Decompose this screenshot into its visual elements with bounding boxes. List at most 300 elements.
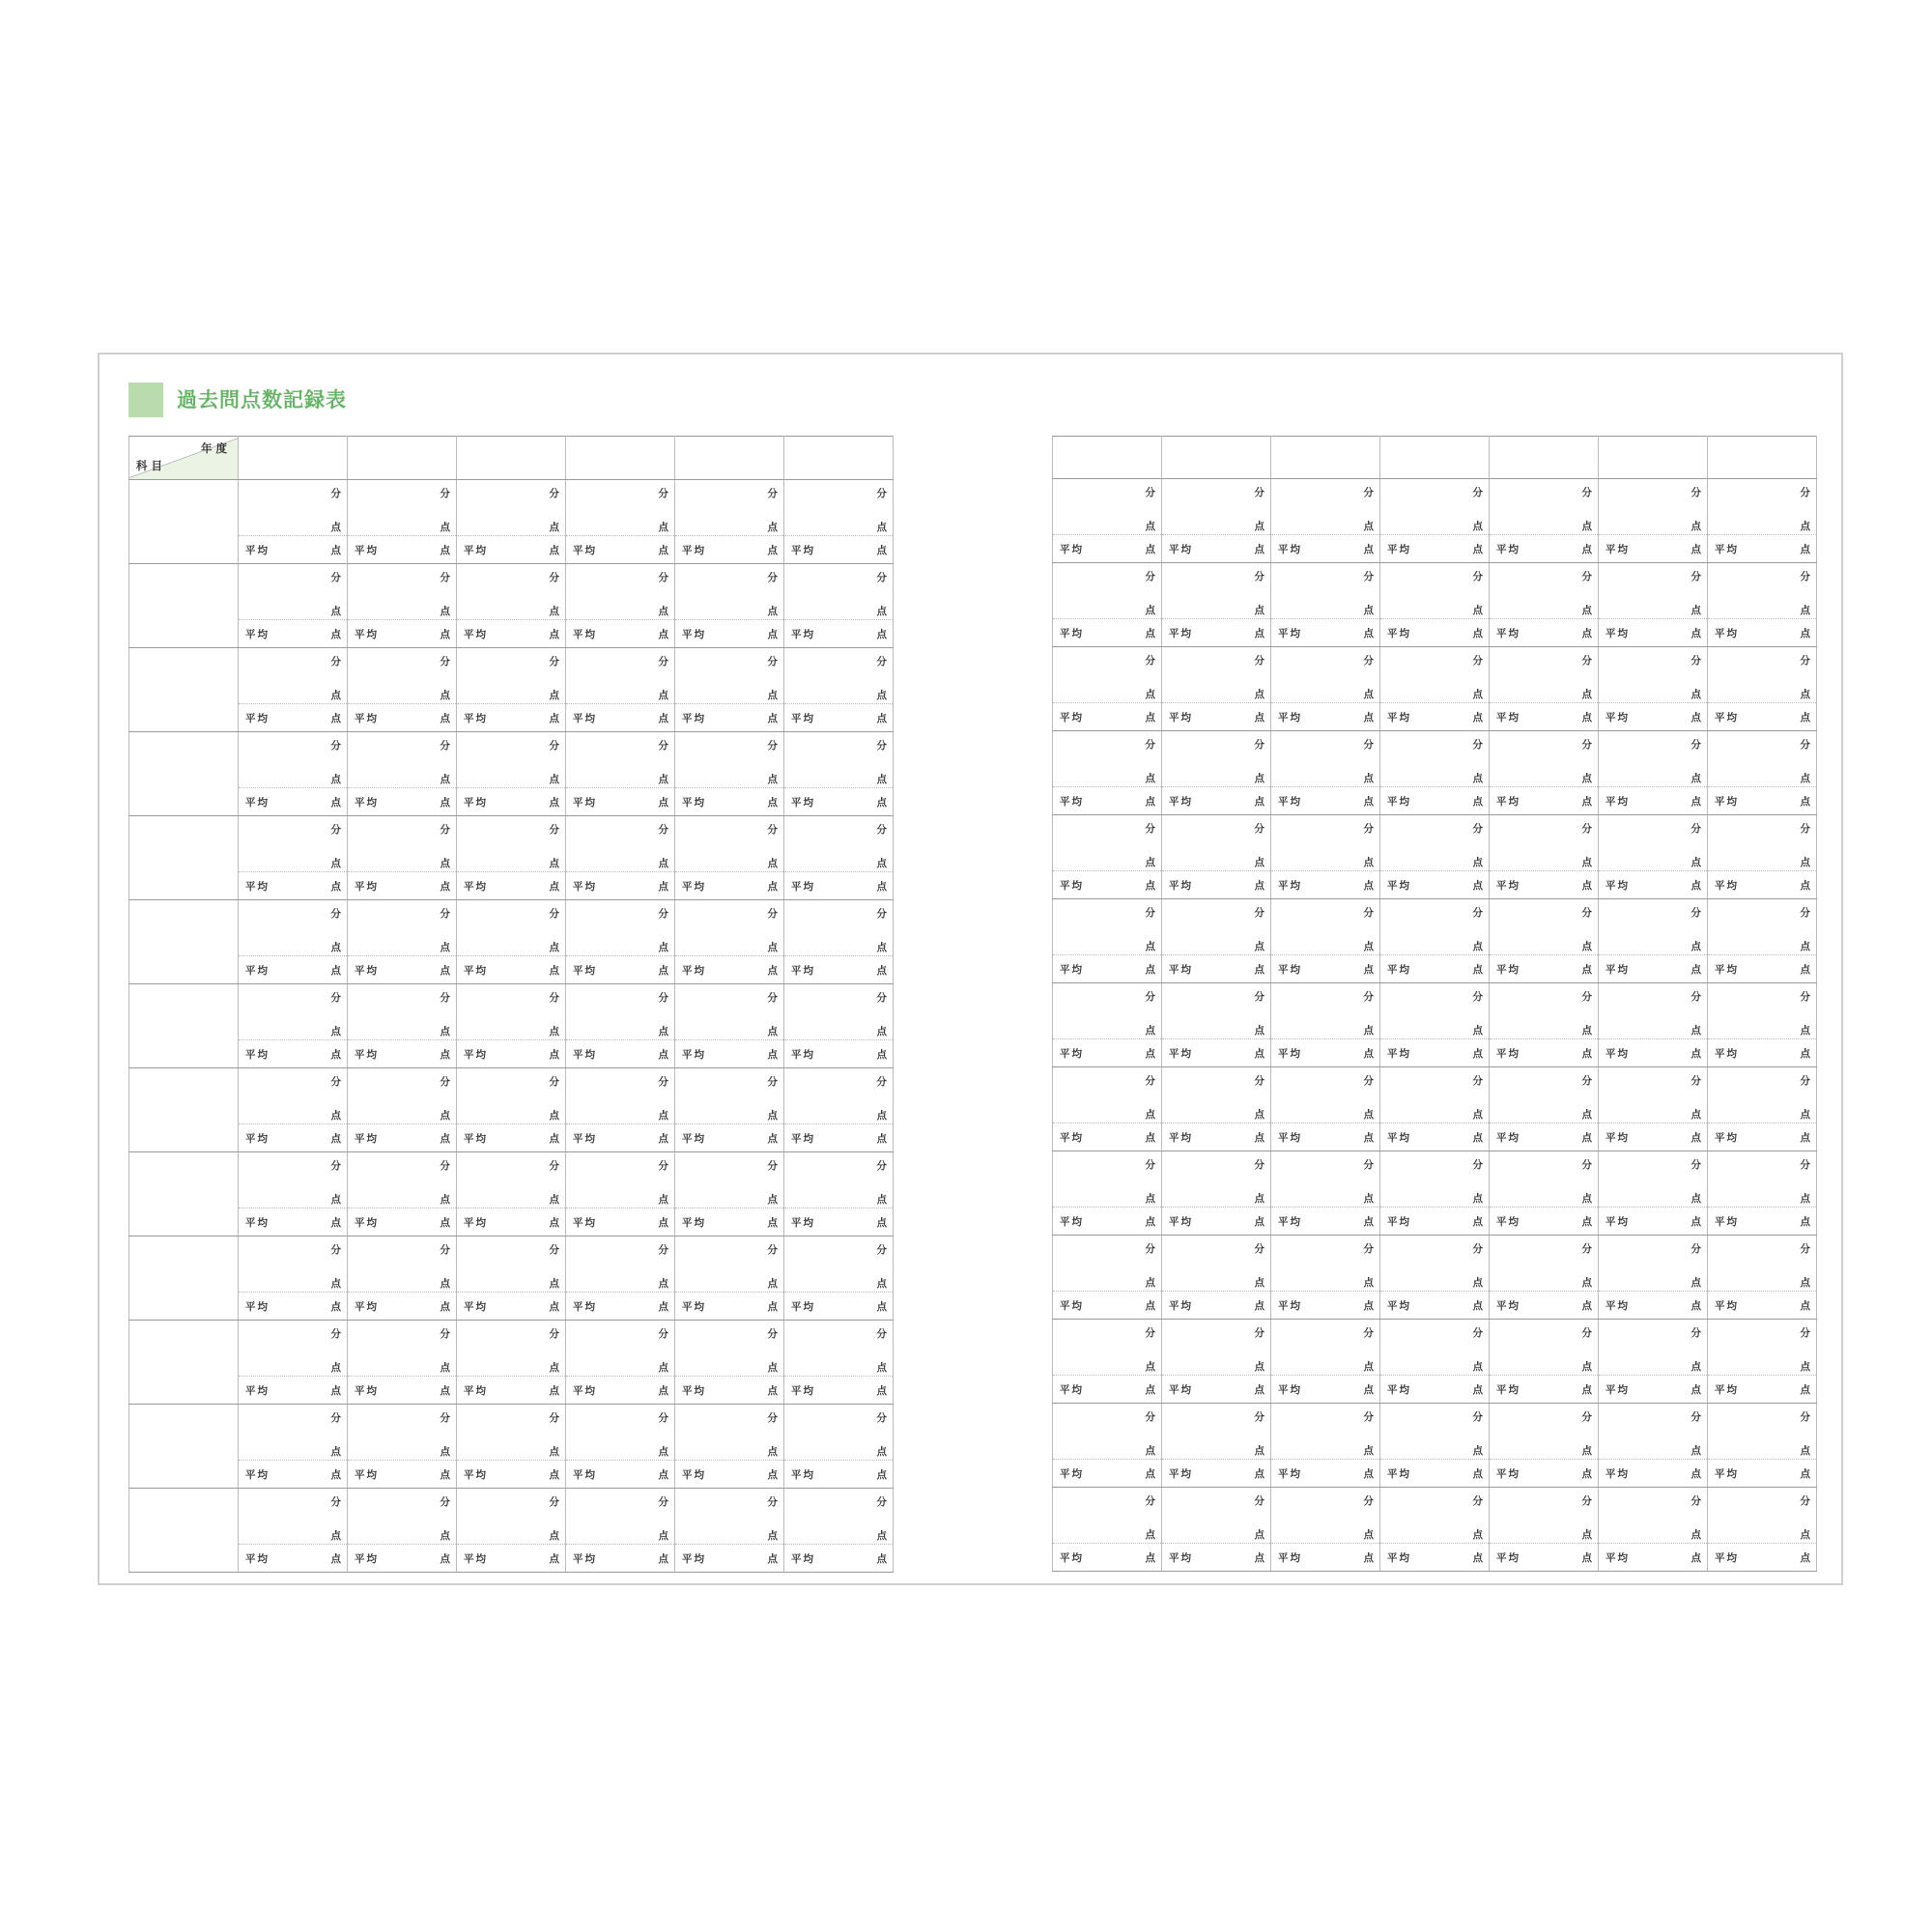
year-input-cell[interactable] [457, 437, 566, 480]
average-cell[interactable] [1490, 1376, 1599, 1404]
score-cell[interactable] [1380, 1151, 1490, 1208]
average-cell[interactable] [1708, 1544, 1817, 1572]
average-cell[interactable] [1053, 703, 1162, 731]
score-cell[interactable] [1053, 1488, 1162, 1544]
score-cell[interactable] [566, 480, 675, 536]
year-input-cell[interactable] [784, 437, 894, 480]
score-cell[interactable] [1380, 983, 1490, 1039]
score-cell[interactable] [566, 984, 675, 1040]
score-cell[interactable] [1271, 899, 1380, 955]
score-cell[interactable] [1490, 899, 1599, 955]
score-cell[interactable] [675, 732, 784, 788]
score-cell[interactable] [1271, 647, 1380, 703]
average-cell[interactable] [1162, 871, 1271, 899]
average-cell[interactable] [1053, 1123, 1162, 1151]
average-cell[interactable] [1380, 1039, 1490, 1067]
average-cell[interactable] [784, 536, 894, 564]
average-cell[interactable] [1708, 1039, 1817, 1067]
average-cell[interactable] [566, 1545, 675, 1573]
average-cell[interactable] [1271, 1123, 1380, 1151]
score-cell[interactable] [675, 984, 784, 1040]
score-cell[interactable] [1708, 647, 1817, 703]
average-cell[interactable] [239, 1461, 348, 1489]
year-input-cell[interactable] [675, 437, 784, 480]
average-cell[interactable] [1380, 1292, 1490, 1320]
average-cell[interactable] [566, 1040, 675, 1068]
year-input-cell[interactable] [1271, 437, 1380, 479]
average-cell[interactable] [1380, 703, 1490, 731]
average-cell[interactable] [675, 1545, 784, 1573]
average-cell[interactable] [1599, 787, 1708, 815]
average-cell[interactable] [348, 704, 457, 732]
average-cell[interactable] [1708, 1460, 1817, 1488]
score-cell[interactable] [1490, 1488, 1599, 1544]
score-cell[interactable] [784, 564, 894, 620]
score-cell[interactable] [1708, 983, 1817, 1039]
score-cell[interactable] [1162, 899, 1271, 955]
score-cell[interactable] [675, 1236, 784, 1293]
score-cell[interactable] [1162, 479, 1271, 535]
score-cell[interactable] [566, 732, 675, 788]
average-cell[interactable] [1271, 871, 1380, 899]
score-cell[interactable] [566, 1405, 675, 1461]
score-cell[interactable] [1053, 647, 1162, 703]
average-cell[interactable] [1490, 535, 1599, 563]
average-cell[interactable] [1380, 619, 1490, 647]
subject-input-cell[interactable] [129, 1489, 239, 1573]
score-cell[interactable] [784, 1236, 894, 1293]
score-cell[interactable] [239, 732, 348, 788]
year-input-cell[interactable] [1599, 437, 1708, 479]
average-cell[interactable] [675, 1124, 784, 1152]
average-cell[interactable] [675, 1461, 784, 1489]
score-cell[interactable] [1271, 479, 1380, 535]
average-cell[interactable] [784, 1377, 894, 1405]
subject-input-cell[interactable] [129, 1152, 239, 1236]
score-cell[interactable] [1053, 563, 1162, 619]
average-cell[interactable] [1162, 955, 1271, 983]
average-cell[interactable] [1162, 535, 1271, 563]
score-cell[interactable] [1490, 731, 1599, 787]
score-cell[interactable] [784, 1405, 894, 1461]
average-cell[interactable] [1490, 1544, 1599, 1572]
score-cell[interactable] [1271, 731, 1380, 787]
average-cell[interactable] [239, 1208, 348, 1236]
average-cell[interactable] [1053, 955, 1162, 983]
score-cell[interactable] [1490, 1151, 1599, 1208]
average-cell[interactable] [566, 620, 675, 648]
average-cell[interactable] [348, 1124, 457, 1152]
score-cell[interactable] [675, 816, 784, 872]
score-cell[interactable] [784, 1489, 894, 1545]
average-cell[interactable] [1162, 1376, 1271, 1404]
average-cell[interactable] [1271, 703, 1380, 731]
average-cell[interactable] [239, 1293, 348, 1321]
score-cell[interactable] [1162, 1488, 1271, 1544]
score-cell[interactable] [1162, 1067, 1271, 1123]
score-cell[interactable] [1271, 983, 1380, 1039]
average-cell[interactable] [566, 536, 675, 564]
score-cell[interactable] [239, 1068, 348, 1124]
average-cell[interactable] [1599, 619, 1708, 647]
year-input-cell[interactable] [1162, 437, 1271, 479]
score-cell[interactable] [784, 816, 894, 872]
score-cell[interactable] [675, 480, 784, 536]
average-cell[interactable] [784, 788, 894, 816]
score-cell[interactable] [348, 1321, 457, 1377]
average-cell[interactable] [1599, 1039, 1708, 1067]
average-cell[interactable] [784, 1545, 894, 1573]
average-cell[interactable] [239, 620, 348, 648]
score-cell[interactable] [1708, 899, 1817, 955]
score-cell[interactable] [1053, 899, 1162, 955]
average-cell[interactable] [1599, 703, 1708, 731]
average-cell[interactable] [1490, 619, 1599, 647]
score-cell[interactable] [239, 1405, 348, 1461]
score-cell[interactable] [675, 648, 784, 704]
average-cell[interactable] [784, 1040, 894, 1068]
average-cell[interactable] [1599, 1460, 1708, 1488]
average-cell[interactable] [457, 1208, 566, 1236]
subject-input-cell[interactable] [129, 480, 239, 564]
average-cell[interactable] [1599, 1544, 1708, 1572]
score-cell[interactable] [1490, 815, 1599, 871]
average-cell[interactable] [784, 620, 894, 648]
score-cell[interactable] [239, 1321, 348, 1377]
average-cell[interactable] [1271, 1376, 1380, 1404]
average-cell[interactable] [675, 956, 784, 984]
score-cell[interactable] [566, 648, 675, 704]
average-cell[interactable] [1271, 1544, 1380, 1572]
average-cell[interactable] [1490, 871, 1599, 899]
average-cell[interactable] [457, 956, 566, 984]
score-cell[interactable] [1490, 1320, 1599, 1376]
score-cell[interactable] [1708, 479, 1817, 535]
average-cell[interactable] [1053, 535, 1162, 563]
average-cell[interactable] [348, 1545, 457, 1573]
average-cell[interactable] [1708, 619, 1817, 647]
average-cell[interactable] [457, 536, 566, 564]
average-cell[interactable] [675, 1377, 784, 1405]
average-cell[interactable] [784, 956, 894, 984]
score-cell[interactable] [348, 648, 457, 704]
score-cell[interactable] [1271, 1488, 1380, 1544]
score-cell[interactable] [457, 1068, 566, 1124]
subject-input-cell[interactable] [129, 1068, 239, 1152]
score-cell[interactable] [1380, 815, 1490, 871]
average-cell[interactable] [1162, 787, 1271, 815]
average-cell[interactable] [1271, 1460, 1380, 1488]
average-cell[interactable] [1053, 1039, 1162, 1067]
score-cell[interactable] [348, 1489, 457, 1545]
average-cell[interactable] [1380, 787, 1490, 815]
year-input-cell[interactable] [1708, 437, 1817, 479]
score-cell[interactable] [1599, 647, 1708, 703]
score-cell[interactable] [1053, 479, 1162, 535]
score-cell[interactable] [1708, 1151, 1817, 1208]
score-cell[interactable] [1708, 563, 1817, 619]
score-cell[interactable] [1599, 731, 1708, 787]
average-cell[interactable] [1053, 1460, 1162, 1488]
average-cell[interactable] [1599, 1376, 1708, 1404]
average-cell[interactable] [1708, 535, 1817, 563]
score-cell[interactable] [1162, 815, 1271, 871]
score-cell[interactable] [1380, 1404, 1490, 1460]
score-cell[interactable] [348, 1236, 457, 1293]
average-cell[interactable] [457, 872, 566, 900]
score-cell[interactable] [784, 480, 894, 536]
score-cell[interactable] [784, 1068, 894, 1124]
average-cell[interactable] [675, 536, 784, 564]
average-cell[interactable] [1599, 955, 1708, 983]
average-cell[interactable] [1599, 1123, 1708, 1151]
average-cell[interactable] [348, 788, 457, 816]
average-cell[interactable] [1708, 955, 1817, 983]
average-cell[interactable] [675, 872, 784, 900]
score-cell[interactable] [1380, 899, 1490, 955]
score-cell[interactable] [1053, 815, 1162, 871]
score-cell[interactable] [1599, 983, 1708, 1039]
score-cell[interactable] [457, 1236, 566, 1293]
score-cell[interactable] [1599, 1236, 1708, 1292]
average-cell[interactable] [239, 536, 348, 564]
subject-input-cell[interactable] [129, 564, 239, 648]
average-cell[interactable] [348, 620, 457, 648]
average-cell[interactable] [457, 788, 566, 816]
average-cell[interactable] [239, 956, 348, 984]
score-cell[interactable] [1708, 731, 1817, 787]
average-cell[interactable] [1053, 1292, 1162, 1320]
year-input-cell[interactable] [1053, 437, 1162, 479]
average-cell[interactable] [1380, 1208, 1490, 1236]
score-cell[interactable] [1271, 563, 1380, 619]
score-cell[interactable] [457, 900, 566, 956]
average-cell[interactable] [457, 1461, 566, 1489]
average-cell[interactable] [1380, 1460, 1490, 1488]
average-cell[interactable] [239, 1545, 348, 1573]
score-cell[interactable] [1162, 983, 1271, 1039]
score-cell[interactable] [457, 1152, 566, 1208]
score-cell[interactable] [348, 564, 457, 620]
score-cell[interactable] [1708, 815, 1817, 871]
average-cell[interactable] [1380, 1544, 1490, 1572]
score-cell[interactable] [1162, 1151, 1271, 1208]
score-cell[interactable] [1271, 1151, 1380, 1208]
score-cell[interactable] [348, 1068, 457, 1124]
average-cell[interactable] [1599, 1292, 1708, 1320]
average-cell[interactable] [566, 1377, 675, 1405]
average-cell[interactable] [1162, 703, 1271, 731]
average-cell[interactable] [566, 872, 675, 900]
average-cell[interactable] [1380, 1376, 1490, 1404]
score-cell[interactable] [1490, 1236, 1599, 1292]
average-cell[interactable] [1162, 1292, 1271, 1320]
average-cell[interactable] [566, 1208, 675, 1236]
average-cell[interactable] [239, 872, 348, 900]
score-cell[interactable] [457, 1405, 566, 1461]
average-cell[interactable] [1490, 1460, 1599, 1488]
average-cell[interactable] [675, 1208, 784, 1236]
score-cell[interactable] [1162, 647, 1271, 703]
score-cell[interactable] [1380, 1320, 1490, 1376]
average-cell[interactable] [348, 536, 457, 564]
average-cell[interactable] [348, 956, 457, 984]
score-cell[interactable] [1380, 1067, 1490, 1123]
score-cell[interactable] [1708, 1488, 1817, 1544]
score-cell[interactable] [348, 816, 457, 872]
score-cell[interactable] [457, 648, 566, 704]
average-cell[interactable] [348, 1377, 457, 1405]
average-cell[interactable] [675, 1040, 784, 1068]
average-cell[interactable] [1271, 1208, 1380, 1236]
average-cell[interactable] [1490, 1208, 1599, 1236]
score-cell[interactable] [457, 816, 566, 872]
score-cell[interactable] [457, 984, 566, 1040]
score-cell[interactable] [1271, 1404, 1380, 1460]
average-cell[interactable] [1162, 619, 1271, 647]
average-cell[interactable] [1162, 1460, 1271, 1488]
score-cell[interactable] [1162, 1320, 1271, 1376]
average-cell[interactable] [457, 620, 566, 648]
average-cell[interactable] [675, 1293, 784, 1321]
average-cell[interactable] [1162, 1123, 1271, 1151]
average-cell[interactable] [1380, 535, 1490, 563]
score-cell[interactable] [457, 480, 566, 536]
score-cell[interactable] [1708, 1236, 1817, 1292]
score-cell[interactable] [1380, 647, 1490, 703]
subject-input-cell[interactable] [129, 984, 239, 1068]
score-cell[interactable] [1053, 1067, 1162, 1123]
average-cell[interactable] [1708, 1376, 1817, 1404]
score-cell[interactable] [239, 1236, 348, 1293]
score-cell[interactable] [1162, 563, 1271, 619]
average-cell[interactable] [1271, 955, 1380, 983]
score-cell[interactable] [566, 1489, 675, 1545]
score-cell[interactable] [1380, 1488, 1490, 1544]
average-cell[interactable] [239, 704, 348, 732]
average-cell[interactable] [348, 1461, 457, 1489]
average-cell[interactable] [457, 1040, 566, 1068]
score-cell[interactable] [239, 984, 348, 1040]
average-cell[interactable] [784, 1461, 894, 1489]
subject-input-cell[interactable] [129, 900, 239, 984]
average-cell[interactable] [348, 1040, 457, 1068]
score-cell[interactable] [566, 1068, 675, 1124]
score-cell[interactable] [784, 1321, 894, 1377]
average-cell[interactable] [784, 1208, 894, 1236]
score-cell[interactable] [1162, 731, 1271, 787]
average-cell[interactable] [457, 704, 566, 732]
score-cell[interactable] [239, 900, 348, 956]
score-cell[interactable] [1271, 815, 1380, 871]
average-cell[interactable] [1599, 1208, 1708, 1236]
score-cell[interactable] [675, 1489, 784, 1545]
average-cell[interactable] [1053, 1208, 1162, 1236]
subject-input-cell[interactable] [129, 1321, 239, 1405]
score-cell[interactable] [1053, 1320, 1162, 1376]
average-cell[interactable] [1708, 871, 1817, 899]
average-cell[interactable] [784, 704, 894, 732]
score-cell[interactable] [675, 1405, 784, 1461]
score-cell[interactable] [239, 816, 348, 872]
score-cell[interactable] [566, 1236, 675, 1293]
year-input-cell[interactable] [348, 437, 457, 480]
score-cell[interactable] [1599, 815, 1708, 871]
year-input-cell[interactable] [239, 437, 348, 480]
average-cell[interactable] [1380, 1123, 1490, 1151]
average-cell[interactable] [1599, 535, 1708, 563]
score-cell[interactable] [784, 1152, 894, 1208]
subject-input-cell[interactable] [129, 648, 239, 732]
score-cell[interactable] [1380, 1236, 1490, 1292]
score-cell[interactable] [675, 564, 784, 620]
score-cell[interactable] [348, 900, 457, 956]
score-cell[interactable] [675, 1152, 784, 1208]
score-cell[interactable] [1380, 731, 1490, 787]
average-cell[interactable] [457, 1377, 566, 1405]
average-cell[interactable] [566, 788, 675, 816]
average-cell[interactable] [239, 1124, 348, 1152]
average-cell[interactable] [1490, 1292, 1599, 1320]
average-cell[interactable] [1380, 871, 1490, 899]
score-cell[interactable] [348, 732, 457, 788]
score-cell[interactable] [784, 984, 894, 1040]
score-cell[interactable] [1162, 1404, 1271, 1460]
score-cell[interactable] [348, 984, 457, 1040]
average-cell[interactable] [1271, 1039, 1380, 1067]
average-cell[interactable] [784, 1293, 894, 1321]
score-cell[interactable] [1599, 899, 1708, 955]
score-cell[interactable] [1599, 563, 1708, 619]
score-cell[interactable] [1053, 1151, 1162, 1208]
score-cell[interactable] [566, 564, 675, 620]
score-cell[interactable] [1599, 479, 1708, 535]
average-cell[interactable] [239, 788, 348, 816]
score-cell[interactable] [1053, 731, 1162, 787]
score-cell[interactable] [348, 1405, 457, 1461]
score-cell[interactable] [1599, 1404, 1708, 1460]
score-cell[interactable] [457, 1489, 566, 1545]
score-cell[interactable] [1053, 983, 1162, 1039]
year-input-cell[interactable] [1490, 437, 1599, 479]
score-cell[interactable] [1490, 647, 1599, 703]
score-cell[interactable] [566, 1152, 675, 1208]
score-cell[interactable] [1490, 563, 1599, 619]
score-cell[interactable] [457, 1321, 566, 1377]
average-cell[interactable] [1708, 1123, 1817, 1151]
score-cell[interactable] [1708, 1067, 1817, 1123]
average-cell[interactable] [566, 1293, 675, 1321]
score-cell[interactable] [348, 480, 457, 536]
subject-input-cell[interactable] [129, 816, 239, 900]
average-cell[interactable] [675, 704, 784, 732]
score-cell[interactable] [457, 564, 566, 620]
score-cell[interactable] [1053, 1236, 1162, 1292]
score-cell[interactable] [1271, 1236, 1380, 1292]
average-cell[interactable] [1490, 955, 1599, 983]
average-cell[interactable] [1490, 1123, 1599, 1151]
average-cell[interactable] [239, 1040, 348, 1068]
score-cell[interactable] [675, 900, 784, 956]
average-cell[interactable] [1599, 871, 1708, 899]
subject-input-cell[interactable] [129, 1236, 239, 1321]
average-cell[interactable] [784, 872, 894, 900]
year-input-cell[interactable] [566, 437, 675, 480]
score-cell[interactable] [784, 732, 894, 788]
average-cell[interactable] [457, 1545, 566, 1573]
average-cell[interactable] [784, 1124, 894, 1152]
average-cell[interactable] [1271, 619, 1380, 647]
